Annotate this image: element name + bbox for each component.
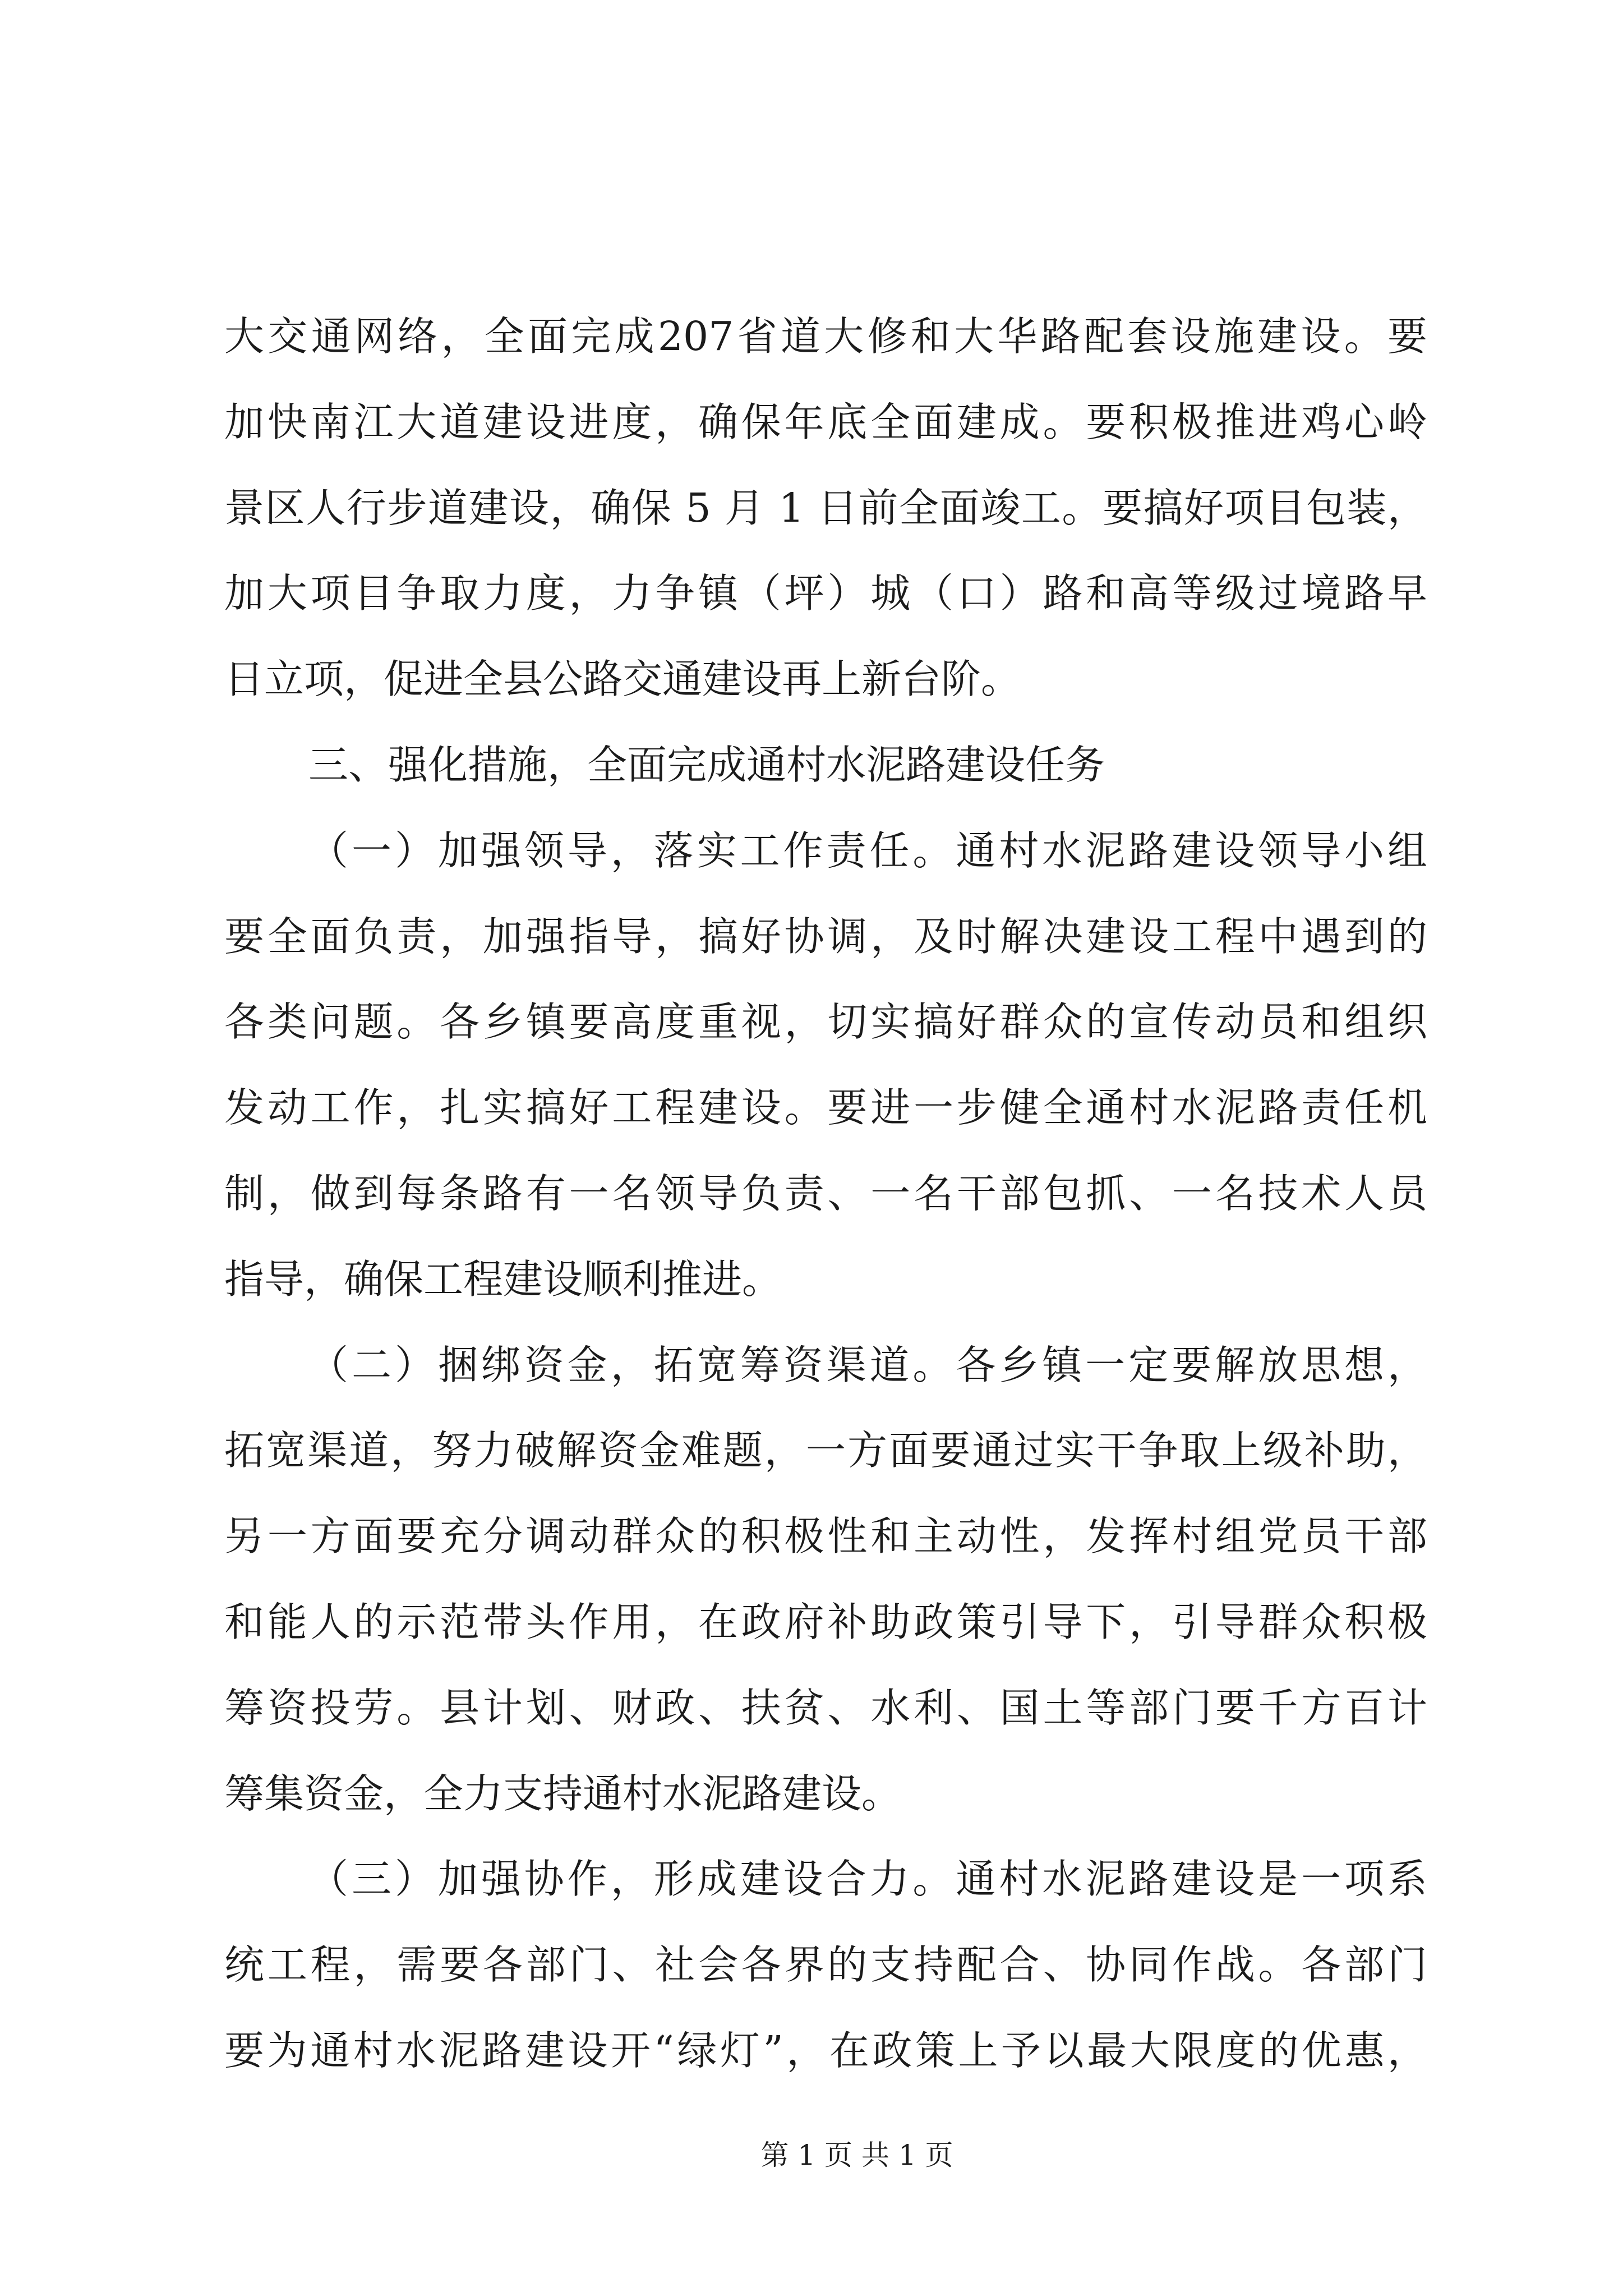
- text-line: 统工程，需要各部门、社会各界的支持配合、协同作战。各部门: [224, 1941, 1427, 1989]
- paragraph-continuation: [224, 294, 1427, 723]
- text-line: 筹集资金，全力支持通村水泥路建设。: [224, 1770, 902, 1817]
- body-text: [224, 294, 1427, 2094]
- text-line: 景区人行步道建设，确保 5 月 1 日前全面竣工。要搞好项目包装，: [224, 484, 1427, 531]
- text-line: 大交通网络，全面完成207省道大修和大华路配套设施建设。要: [224, 313, 1427, 360]
- text-line: 日立项，促进全县公路交通建设再上新台阶。: [224, 656, 1021, 703]
- paragraph-cooperation: [224, 1837, 1427, 2093]
- text-line: （三）加强协作，形成建设合力。通村水泥路建设是一项系: [308, 1856, 1427, 1903]
- text-line: 筹资投劳。县计划、财政、扶贫、水利、国土等部门要千方百计: [224, 1684, 1427, 1731]
- text-line: 发动工作，扎实搞好工程建设。要进一步健全通村水泥路责任机: [224, 1084, 1427, 1131]
- text-line: 要全面负责，加强指导，搞好协调，及时解决建设工程中遇到的: [224, 913, 1427, 960]
- text-line: 另一方面要充分调动群众的积极性和主动性，发挥村组党员干部: [224, 1513, 1427, 1560]
- page-number-footer: 第 1 页 共 1 页: [760, 2139, 953, 2171]
- section-heading: [224, 723, 1427, 808]
- text-line: （二）捆绑资金，拓宽筹资渠道。各乡镇一定要解放思想，: [308, 1341, 1427, 1388]
- text-line: 和能人的示范带头作用，在政府补助政策引导下，引导群众积极: [224, 1598, 1427, 1645]
- text-line: 要为通村水泥路建设开“绿灯”，在政策上予以最大限度的优惠，: [224, 2027, 1427, 2074]
- text-line: 加大项目争取力度，力争镇（坪）城（口）路和高等级过境路早: [224, 570, 1427, 617]
- text-line: 各类问题。各乡镇要高度重视，切实搞好群众的宣传动员和组织: [224, 999, 1427, 1046]
- text-line: 指导，确保工程建设顺利推进。: [224, 1255, 782, 1303]
- text-line: 拓宽渠道，努力破解资金难题，一方面要通过实干争取上级补助，: [224, 1427, 1427, 1474]
- section-heading-text: 三、强化措施，全面完成通村水泥路建设任务: [308, 741, 1105, 788]
- text-line: （一）加强领导，落实工作责任。通村水泥路建设领导小组: [308, 827, 1427, 874]
- paragraph-leadership: [224, 808, 1427, 1323]
- text-line: 加快南江大道建设进度，确保年底全面建成。要积极推进鸡心岭: [224, 398, 1427, 445]
- text-line: 制，做到每条路有一名领导负责、一名干部包抓、一名技术人员: [224, 1170, 1427, 1217]
- paragraph-funding: [224, 1323, 1427, 1837]
